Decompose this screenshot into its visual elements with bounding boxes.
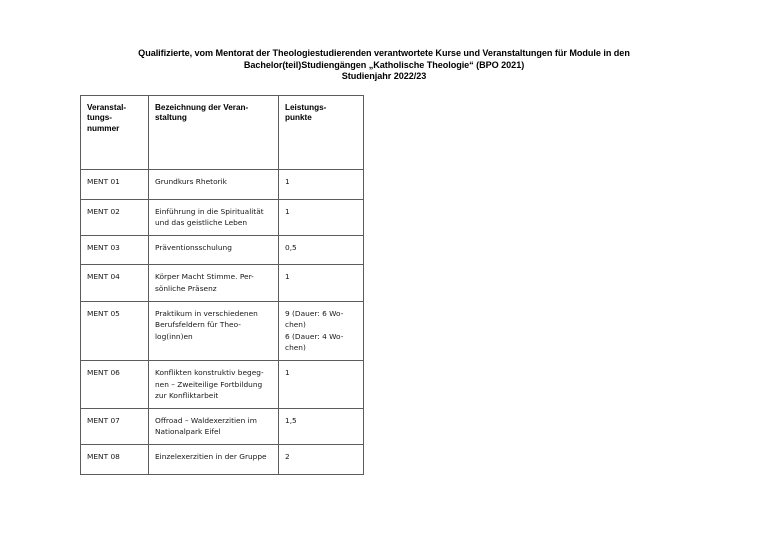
table-row [81, 265, 364, 301]
cell-event-number: MENT 02 [81, 199, 149, 235]
column-header-event-number-line-3: nummer [87, 123, 120, 133]
table-row [81, 170, 364, 200]
table-row [81, 408, 364, 444]
cell-event-title [149, 301, 279, 360]
cell-line: Einzelexerzitien in der Gruppe [155, 451, 267, 461]
cell-line: 1 [285, 367, 290, 377]
cell-credit-points [279, 235, 364, 265]
cell-event-number: MENT 07 [81, 408, 149, 444]
table-header [81, 96, 364, 170]
column-header-event-number-line-2: tungs- [87, 113, 113, 123]
cell-line: Nationalpark Eifel [155, 427, 221, 437]
cell-line: chen) [285, 343, 306, 353]
cell-event-title [149, 408, 279, 444]
cell-credit-points [279, 444, 364, 474]
column-header-credit-points [279, 96, 364, 170]
cell-line: Einführung in die Spiritualität [155, 206, 264, 216]
cell-line: Konflikten konstruktiv begeg- [155, 367, 264, 377]
page-title-line-3: Studienjahr 2022/23 [341, 71, 427, 81]
cell-line: Berufsfeldern für Theo- [155, 320, 241, 330]
cell-credit-points [279, 301, 364, 360]
cell-credit-points [279, 408, 364, 444]
table-row [81, 444, 364, 474]
cell-line: zur Konfliktarbeit [155, 391, 219, 401]
cell-line: sönliche Präsenz [155, 283, 217, 293]
cell-line: Präventionsschulung [155, 242, 232, 252]
table-body [81, 170, 364, 475]
table-row [81, 301, 364, 360]
cell-event-title [149, 199, 279, 235]
cell-line: Offroad – Waldexerzitien im [155, 415, 257, 425]
cell-line: 9 (Dauer: 6 Wo- [285, 308, 344, 318]
cell-event-number: MENT 08 [81, 444, 149, 474]
cell-event-title [149, 360, 279, 408]
cell-event-title [149, 170, 279, 200]
cell-line: 1,5 [285, 415, 297, 425]
cell-event-number: MENT 05 [81, 301, 149, 360]
column-header-credit-points-line-2: punkte [285, 113, 312, 123]
cell-line: log(inn)en [155, 331, 193, 341]
cell-line: 6 (Dauer: 4 Wo- [285, 331, 344, 341]
column-header-event-title [149, 96, 279, 170]
cell-credit-points [279, 265, 364, 301]
cell-event-number: MENT 04 [81, 265, 149, 301]
cell-line: Körper Macht Stimme. Per- [155, 272, 254, 282]
cell-event-title [149, 265, 279, 301]
page-title-line-1: Qualifizierte, vom Mentorat der Theologiestudierenden verantwortete Kurse und Veranstaltungen für Module in den [138, 48, 630, 58]
cell-line: 2 [285, 451, 290, 461]
cell-line: Grundkurs Rhetorik [155, 177, 227, 186]
cell-credit-points [279, 360, 364, 408]
course-table [80, 95, 364, 475]
cell-credit-points [279, 170, 364, 200]
table-header-row [81, 96, 364, 170]
cell-event-title [149, 235, 279, 265]
cell-event-number: MENT 01 [81, 170, 149, 200]
cell-line: nen – Zweiteilige Fortbildung [155, 379, 263, 389]
column-header-event-number [81, 96, 149, 170]
cell-line: Praktikum in verschiedenen [155, 308, 258, 318]
cell-line: 1 [285, 206, 290, 216]
table-row [81, 199, 364, 235]
cell-line: 1 [285, 272, 290, 282]
cell-line: 0,5 [285, 242, 297, 252]
column-header-event-title-line-2: staltung [155, 113, 187, 123]
cell-event-number: MENT 03 [81, 235, 149, 265]
column-header-credit-points-line-1: Leistungs- [285, 103, 327, 112]
cell-line: 1 [285, 177, 290, 186]
cell-line: und das geistliche Leben [155, 218, 248, 228]
cell-line: chen) [285, 320, 306, 330]
column-header-event-number-line-1: Veranstal- [87, 103, 127, 112]
cell-credit-points [279, 199, 364, 235]
table-row [81, 235, 364, 265]
cell-event-title [149, 444, 279, 474]
table-row [81, 360, 364, 408]
cell-event-number: MENT 06 [81, 360, 149, 408]
column-header-event-title-line-1: Bezeichnung der Veran- [155, 103, 249, 112]
page-title [84, 48, 684, 83]
page-title-line-2: Bachelor(teil)Studiengängen „Katholische Theologie“ (BPO 2021) [243, 59, 525, 70]
